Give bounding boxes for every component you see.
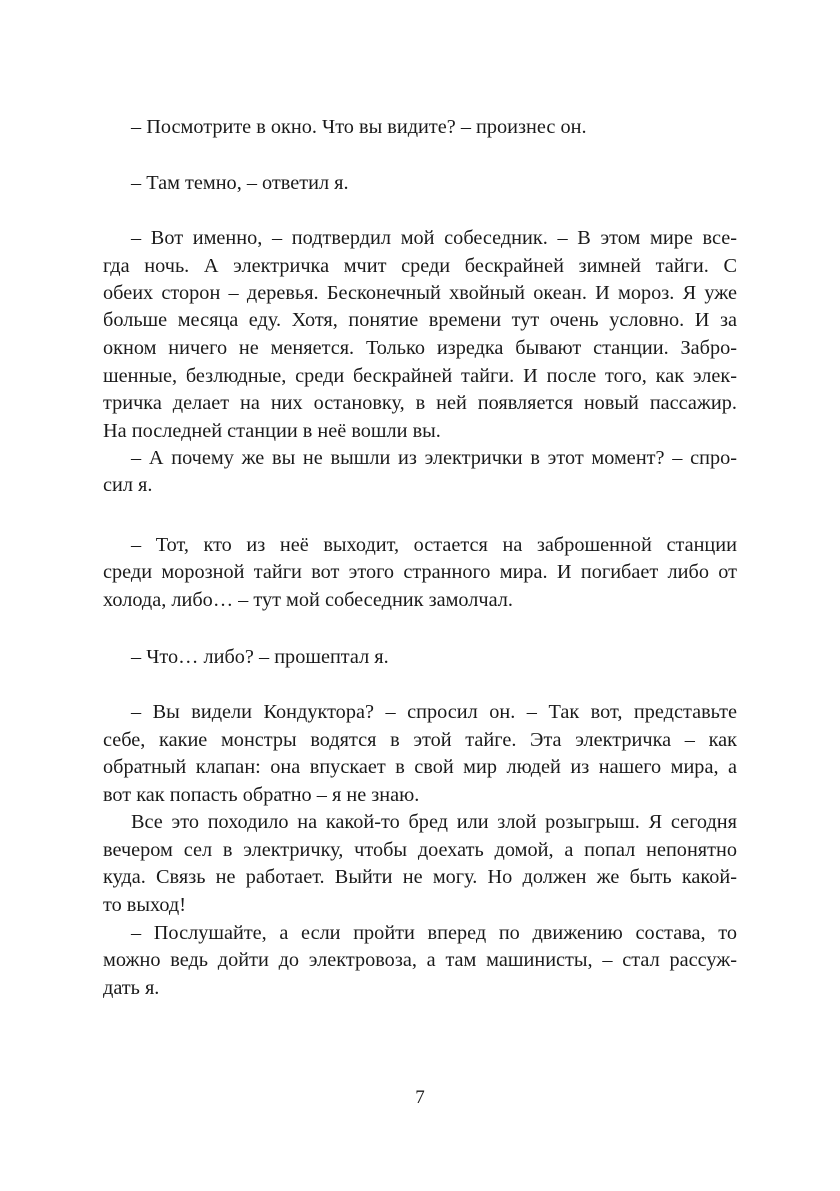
text-line: то выход! — [103, 894, 187, 916]
text-line: – Посмотрите в окно. Что вы видите? – произнес он. — [131, 116, 587, 138]
page-number: 7 — [415, 1087, 425, 1108]
text-line: Все это походило на какой-то бред или злой розыгрыш. Я сегодня — [131, 811, 737, 833]
text-line: На последней станции в неё вошли вы. — [103, 420, 441, 442]
text-line: – Там темно, – ответил я. — [131, 172, 349, 194]
text-line: обеих сторон – деревья. Бесконечный хвойный океан. И мороз. Я уже — [103, 282, 737, 304]
text-line: холода, либо… – тут мой собеседник замолчал. — [103, 589, 513, 611]
text-line: обратный клапан: она впускает в свой мир людей из нашего мира, а — [103, 756, 737, 778]
text-line: гда ночь. А электричка мчит среди бескрайней зимней тайги. С — [103, 255, 737, 277]
text-line: вечером сел в электричку, чтобы доехать домой, а попал непонятно — [103, 839, 737, 861]
text-line: тричка делает на них остановку, в ней появляется новый пассажир. — [103, 392, 737, 414]
text-line: – Что… либо? – прошептал я. — [131, 646, 389, 668]
text-line: шенные, безлюдные, среди бескрайней тайги. И после того, как элек- — [103, 365, 737, 387]
text-line: среди морозной тайги вот этого странного мира. И погибает либо от — [103, 561, 737, 583]
text-line: куда. Связь не работает. Выйти не могу. Но должен же быть какой- — [103, 866, 737, 888]
text-line: сил я. — [103, 474, 153, 496]
text-line: окном ничего не меняется. Только изредка бывают станции. Забро- — [103, 337, 737, 359]
text-line: вот как попасть обратно – я не знаю. — [103, 784, 420, 806]
text-line: можно ведь дойти до электровоза, а там машинисты, – стал рассуж- — [103, 949, 737, 971]
text-line: дать я. — [103, 977, 160, 999]
text-line: больше месяца еду. Хотя, понятие времени тут очень условно. И за — [103, 309, 737, 331]
text-line: – Вы видели Кондуктора? – спросил он. – Так вот, представьте — [131, 701, 737, 723]
text-line: – Тот, кто из неё выходит, остается на заброшенной станции — [131, 534, 737, 556]
text-line: – А почему же вы не вышли из электрички в этот момент? – спро- — [131, 447, 737, 469]
text-line: – Послушайте, а если пройти вперед по движению состава, то — [131, 922, 737, 944]
text-line: себе, какие монстры водятся в этой тайге. Эта электричка – как — [103, 729, 737, 751]
text-line: – Вот именно, – подтвердил мой собеседник. – В этом мире все- — [131, 227, 737, 249]
